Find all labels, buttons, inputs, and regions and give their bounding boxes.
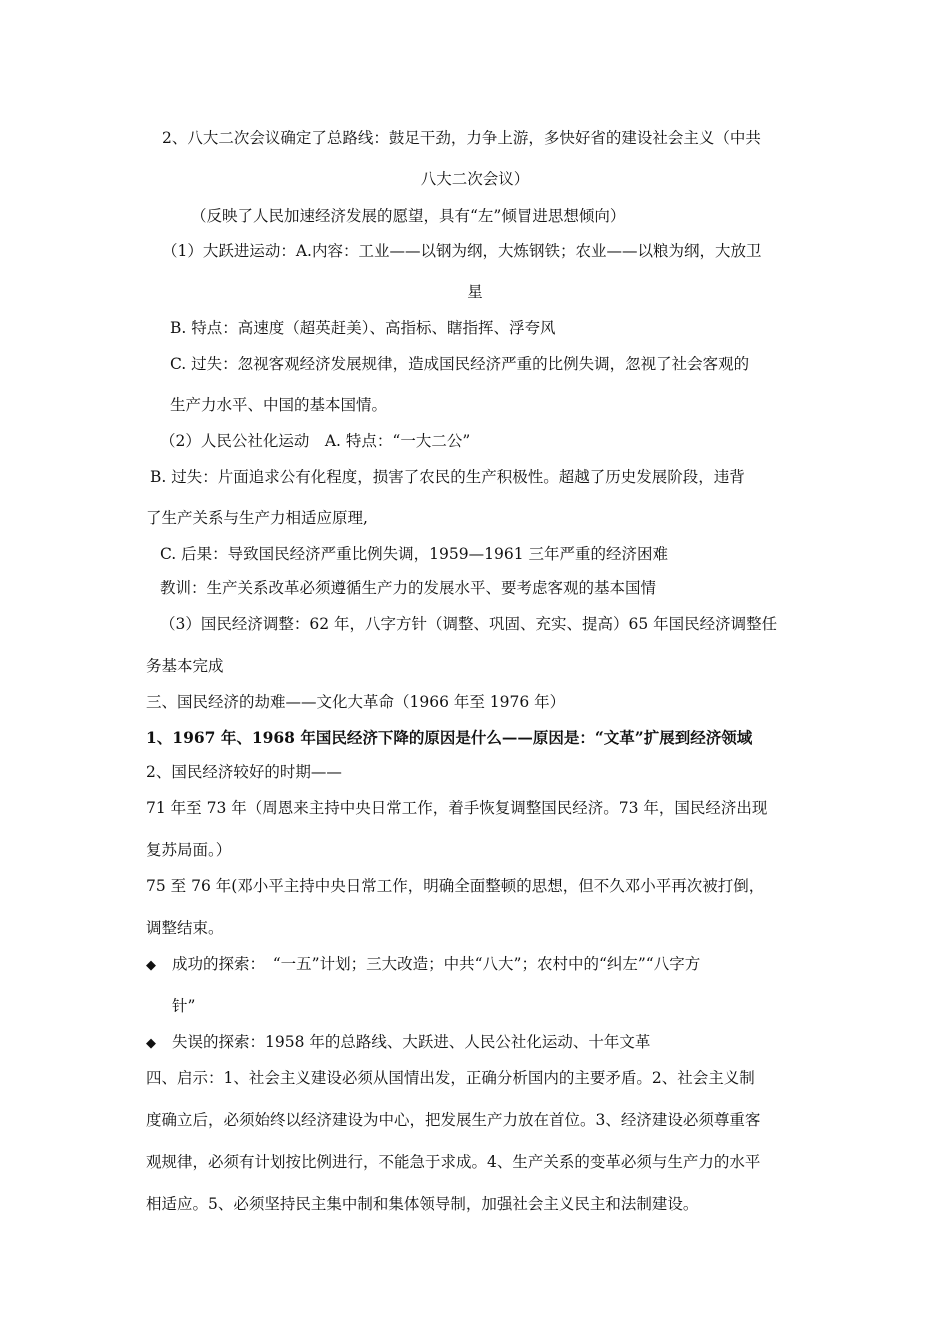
great-leap-features: B. 特点：高速度（超英赶美）、高指标、瞎指挥、浮夸风 <box>170 319 556 337</box>
section2-title-line1: 2、八大二次会议确定了总路线：鼓足干劲，力争上游，多快好省的建设社会主义（中共 <box>162 129 761 147</box>
diamond-bullet-icon: ◆ <box>146 958 156 973</box>
adjustment-line1: （3）国民经济调整：62 年，八字方针（调整、巩固、充实、提高）65 年国民经济调整任 <box>160 615 778 633</box>
great-leap-faults-line2: 生产力水平、中国的基本国情。 <box>170 396 388 414</box>
great-leap-content-line1: （1）大跃进运动：A.内容：工业——以钢为纲，大炼钢铁；农业——以粮为纲，大放卫 <box>162 242 762 260</box>
commune-features: （2）人民公社化运动 A. 特点：“一大二公” <box>160 432 471 450</box>
commune-consequence: C. 后果：导致国民经济严重比例失调，1959—1961 三年严重的经济困难 <box>160 545 668 563</box>
success-text: 成功的探索： “一五”计划；三大改造；中共“八大”；农村中的“纠左”“八字方 <box>172 955 701 973</box>
great-leap-content-line2: 星 <box>467 283 483 301</box>
adjustment-line2: 务基本完成 <box>146 657 224 675</box>
period-71-73-line2: 复苏局面。） <box>146 841 232 859</box>
lesson: 教训：生产关系改革必须遵循生产力的发展水平、要考虑客观的基本国情 <box>160 579 657 597</box>
section3-question1: 1、1967 年、1968 年国民经济下降的原因是什么——原因是：“文革”扩展到经济领域 <box>146 728 753 747</box>
commune-faults-line1: B. 过失：片面追求公有化程度，损害了农民的生产积极性。超越了历史发展阶段，违背 <box>150 468 745 486</box>
period-75-76-line2: 调整结束。 <box>146 919 224 937</box>
section4-line2: 度确立后，必须始终以经济建设为中心，把发展生产力放在首位。3、经济建设必须尊重客 <box>146 1111 761 1129</box>
great-leap-faults-line1: C. 过失：忽视客观经济发展规律，造成国民经济严重的比例失调，忽视了社会客观的 <box>170 355 750 373</box>
section3-title: 三、国民经济的劫难——文化大革命（1966 年至 1976 年） <box>146 693 566 711</box>
section2-note: （反映了人民加速经济发展的愿望，具有“左”倾冒进思想倾向） <box>191 207 626 225</box>
section4-line3: 观规律，必须有计划按比例进行，不能急于求成。4、生产关系的变革必须与生产力的水平 <box>146 1153 761 1171</box>
failure-text: 失误的探索：1958 年的总路线、大跃进、人民公社化运动、十年文革 <box>172 1033 651 1051</box>
section3-question2: 2、国民经济较好的时期—— <box>146 763 342 781</box>
failure-item <box>146 1032 650 1054</box>
diamond-bullet-icon: ◆ <box>146 1036 156 1051</box>
section4-line1: 四、启示：1、社会主义建设必须从国情出发，正确分析国内的主要矛盾。2、社会主义制 <box>146 1069 755 1087</box>
section4-line4: 相适应。5、必须坚持民主集中制和集体领导制，加强社会主义民主和法制建设。 <box>146 1195 699 1213</box>
success-item-line2: 针” <box>172 997 196 1015</box>
section2-title-line2: 八大二次会议） <box>420 170 530 188</box>
period-71-73-line1: 71 年至 73 年（周恩来主持中央日常工作，着手恢复调整国民经济。73 年，国民经济出现 <box>146 799 768 817</box>
success-item-line1 <box>146 954 700 976</box>
period-75-76-line1: 75 至 76 年(邓小平主持中央日常工作，明确全面整顿的思想，但不久邓小平再次被打倒， <box>146 877 765 895</box>
commune-faults-line2: 了生产关系与生产力相适应原理, <box>146 509 368 527</box>
